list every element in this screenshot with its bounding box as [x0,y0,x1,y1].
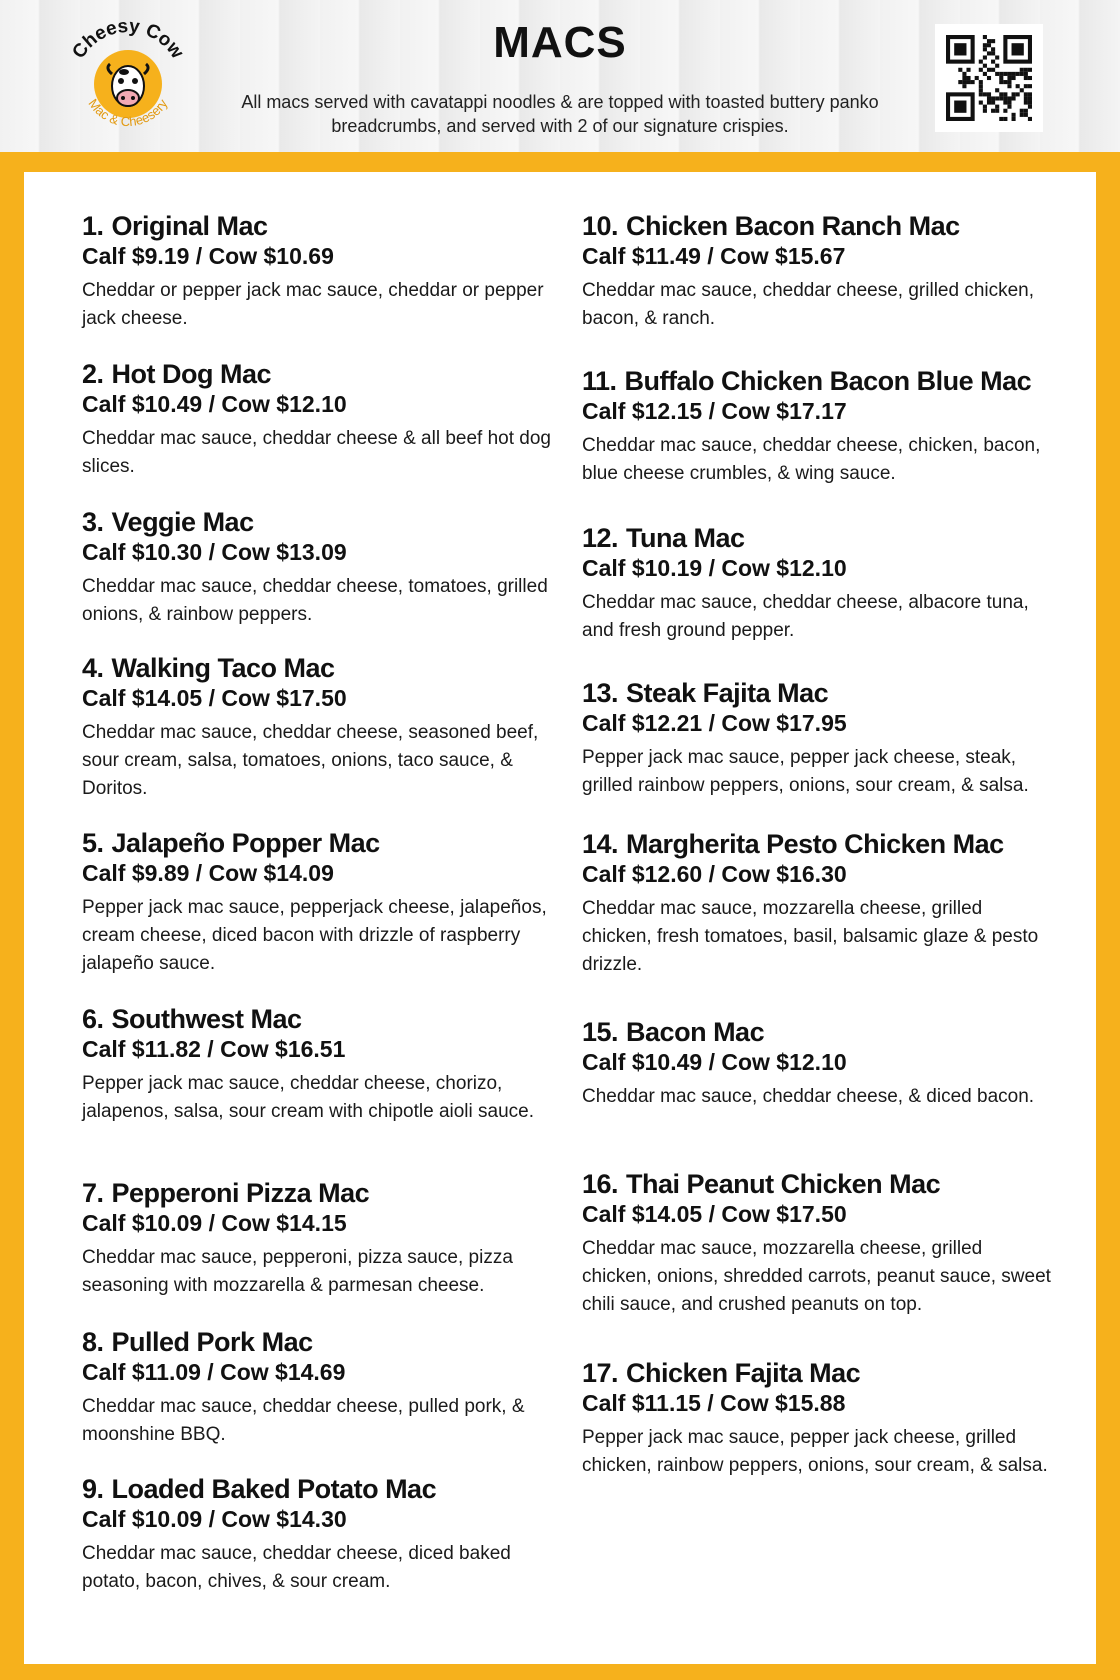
menu-item-number: 2. [82,359,104,389]
menu-item [82,1326,552,1449]
menu-item-name: Southwest Mac [111,1004,302,1034]
menu-item [82,1003,552,1126]
menu-item-name: Bacon Mac [626,1017,765,1047]
menu-item-number: 6. [82,1004,104,1034]
menu-item-price: Calf $10.09 / Cow $14.15 [82,1210,347,1236]
menu-item-price: Calf $12.15 / Cow $17.17 [582,398,847,424]
menu-item-description: Cheddar mac sauce, cheddar cheese, grilled chicken, bacon, & ranch. [582,280,1035,329]
menu-item-price: Calf $11.49 / Cow $15.67 [582,243,846,269]
menu-item-description: Cheddar mac sauce, cheddar cheese, pulled pork, & moonshine BBQ. [82,1396,525,1445]
menu-item [582,210,1052,333]
menu-item-number: 5. [82,828,104,858]
menu-item-description: Cheddar mac sauce, cheddar cheese, & diced bacon. [582,1086,1035,1107]
menu-item-name: Chicken Fajita Mac [626,1358,861,1388]
menu-item-name: Pepperoni Pizza Mac [111,1178,370,1208]
menu-item-title [82,358,552,390]
menu-item-number: 12. [582,523,619,553]
menu-item-description: Cheddar mac sauce, cheddar cheese, tomatoes, grilled onions, & rainbow peppers. [82,576,548,625]
menu-item-title [582,365,1052,397]
menu-item-title [82,506,552,538]
menu-item-number: 9. [82,1474,104,1504]
menu-item-price: Calf $11.15 / Cow $15.88 [582,1390,846,1416]
menu-item-number: 10. [582,211,619,241]
menu-item-number: 16. [582,1169,619,1199]
menu-item-title [82,827,552,859]
page-title: MACS [493,18,627,67]
menu-item-price: Calf $10.49 / Cow $12.10 [582,1049,847,1075]
menu-item [582,1168,1052,1319]
menu-item [82,652,552,803]
menu-item-title [82,1003,552,1035]
menu-item [82,1177,552,1300]
menu-item-title [582,1168,1052,1200]
menu-item-description: Cheddar mac sauce, pepperoni, pizza sauce, pizza seasoning with mozzarella & parmesan cheese. [82,1247,513,1296]
menu-item-title [82,1473,552,1505]
menu-item-name: Pulled Pork Mac [111,1327,313,1357]
menu-item-number: 3. [82,507,104,537]
menu-item-description: Cheddar mac sauce, cheddar cheese, diced baked potato, bacon, chives, & sour cream. [82,1543,511,1592]
menu-item-name: Chicken Bacon Ranch Mac [626,211,960,241]
menu-item-number: 4. [82,653,104,683]
menu-item-number: 15. [582,1017,619,1047]
menu-item-price: Calf $9.19 / Cow $10.69 [82,243,334,269]
menu-item-description: Pepper jack mac sauce, pepper jack cheese, steak, grilled rainbow peppers, onions, sour cream, & salsa. [582,747,1029,796]
logo-subtext: Mac & Cheesery [85,96,171,130]
menu-item-name: Loaded Baked Potato Mac [111,1474,437,1504]
menu-item-price: Calf $10.19 / Cow $12.10 [582,555,847,581]
menu-item-number: 7. [82,1178,104,1208]
menu-item-name: Tuna Mac [626,523,745,553]
menu-item-title [582,1357,1052,1389]
menu-item-title [82,210,552,242]
menu-item-description: Cheddar mac sauce, cheddar cheese, chicken, bacon, blue cheese crumbles, & wing sauce. [582,435,1041,484]
menu-item-number: 8. [82,1327,104,1357]
menu-item-price: Calf $14.05 / Cow $17.50 [582,1201,847,1227]
menu-item-description: Pepper jack mac sauce, cheddar cheese, chorizo, jalapenos, salsa, sour cream with chipotle aioli sauce. [82,1073,535,1122]
menu-item-title [582,828,1052,860]
menu-item [82,827,552,978]
menu-item-title [82,1177,552,1209]
menu-item-title [82,1326,552,1358]
menu-item-description: Cheddar mac sauce, cheddar cheese & all beef hot dog slices. [82,428,551,477]
menu-item-price: Calf $10.09 / Cow $14.30 [82,1506,347,1532]
menu-item-number: 13. [582,678,619,708]
header [0,0,1120,152]
qr-code[interactable] [935,24,1043,132]
menu-item [82,358,552,481]
menu-item-title [582,677,1052,709]
logo-text: Cheesy Cow [68,18,188,63]
menu-item-price: Calf $12.60 / Cow $16.30 [582,861,847,887]
menu-item-name: Veggie Mac [111,507,254,537]
menu-item-title [582,522,1052,554]
menu-item-price: Calf $10.30 / Cow $13.09 [82,539,347,565]
menu-item-number: 1. [82,211,104,241]
menu-item-name: Buffalo Chicken Bacon Blue Mac [624,366,1032,396]
menu-item-description: Cheddar mac sauce, mozzarella cheese, grilled chicken, fresh tomatoes, basil, balsamic glaze & pesto drizzle. [582,898,1039,975]
menu-item-description: Pepper jack mac sauce, pepperjack cheese, jalapeños, cream cheese, diced bacon with drizzle of raspberry jalapeño sauce. [82,897,547,974]
menu-item-name: Original Mac [111,211,268,241]
menu-item-description: Cheddar mac sauce, cheddar cheese, albacore tuna, and fresh ground pepper. [582,592,1029,641]
menu-item-name: Hot Dog Mac [111,359,272,389]
menu-item-title [82,652,552,684]
menu-item-number: 11. [582,366,617,396]
menu-item [582,1016,1052,1111]
menu-panel [24,172,1096,1664]
menu-item-price: Calf $11.09 / Cow $14.69 [82,1359,346,1385]
menu-item-description: Cheddar mac sauce, mozzarella cheese, grilled chicken, onions, shredded carrots, peanut sauce, sweet chili sauce, and crushed peanuts on top. [582,1238,1051,1315]
menu-item-price: Calf $10.49 / Cow $12.10 [82,391,347,417]
menu-item [82,210,552,333]
menu-item [582,828,1052,979]
menu-item-name: Thai Peanut Chicken Mac [626,1169,941,1199]
menu-item [82,1473,552,1596]
menu-item-description: Cheddar mac sauce, cheddar cheese, seasoned beef, sour cream, salsa, tomatoes, onions, taco sauce, & Doritos. [82,722,539,799]
menu-item-price: Calf $12.21 / Cow $17.95 [582,710,847,736]
menu-item-description: Cheddar or pepper jack mac sauce, cheddar or pepper jack cheese. [82,280,544,329]
page-subtitle: All macs served with cavatappi noodles & are topped with toasted buttery panko breadcrumbs, and served with 2 of our signature crispies. [241,92,879,136]
menu-item-name: Jalapeño Popper Mac [111,828,380,858]
menu-item-number: 14. [582,829,619,859]
menu-item [582,1357,1052,1480]
menu-item-name: Walking Taco Mac [111,653,335,683]
menu-item-title [582,1016,1052,1048]
menu-item [82,506,552,629]
menu-item-price: Calf $11.82 / Cow $16.51 [82,1036,346,1062]
menu-item-name: Steak Fajita Mac [626,678,829,708]
menu-item-description: Pepper jack mac sauce, pepper jack cheese, grilled chicken, rainbow peppers, onions, sour cream, & salsa. [582,1427,1048,1476]
menu-item-price: Calf $9.89 / Cow $14.09 [82,860,334,886]
menu-item-price: Calf $14.05 / Cow $17.50 [82,685,347,711]
menu-item [582,365,1052,488]
menu-item-number: 17. [582,1358,619,1388]
menu-item-title [582,210,1052,242]
menu-item [582,522,1052,645]
menu-item [582,677,1052,800]
menu-item-name: Margherita Pesto Chicken Mac [626,829,1004,859]
qr-code-icon [946,35,1032,121]
